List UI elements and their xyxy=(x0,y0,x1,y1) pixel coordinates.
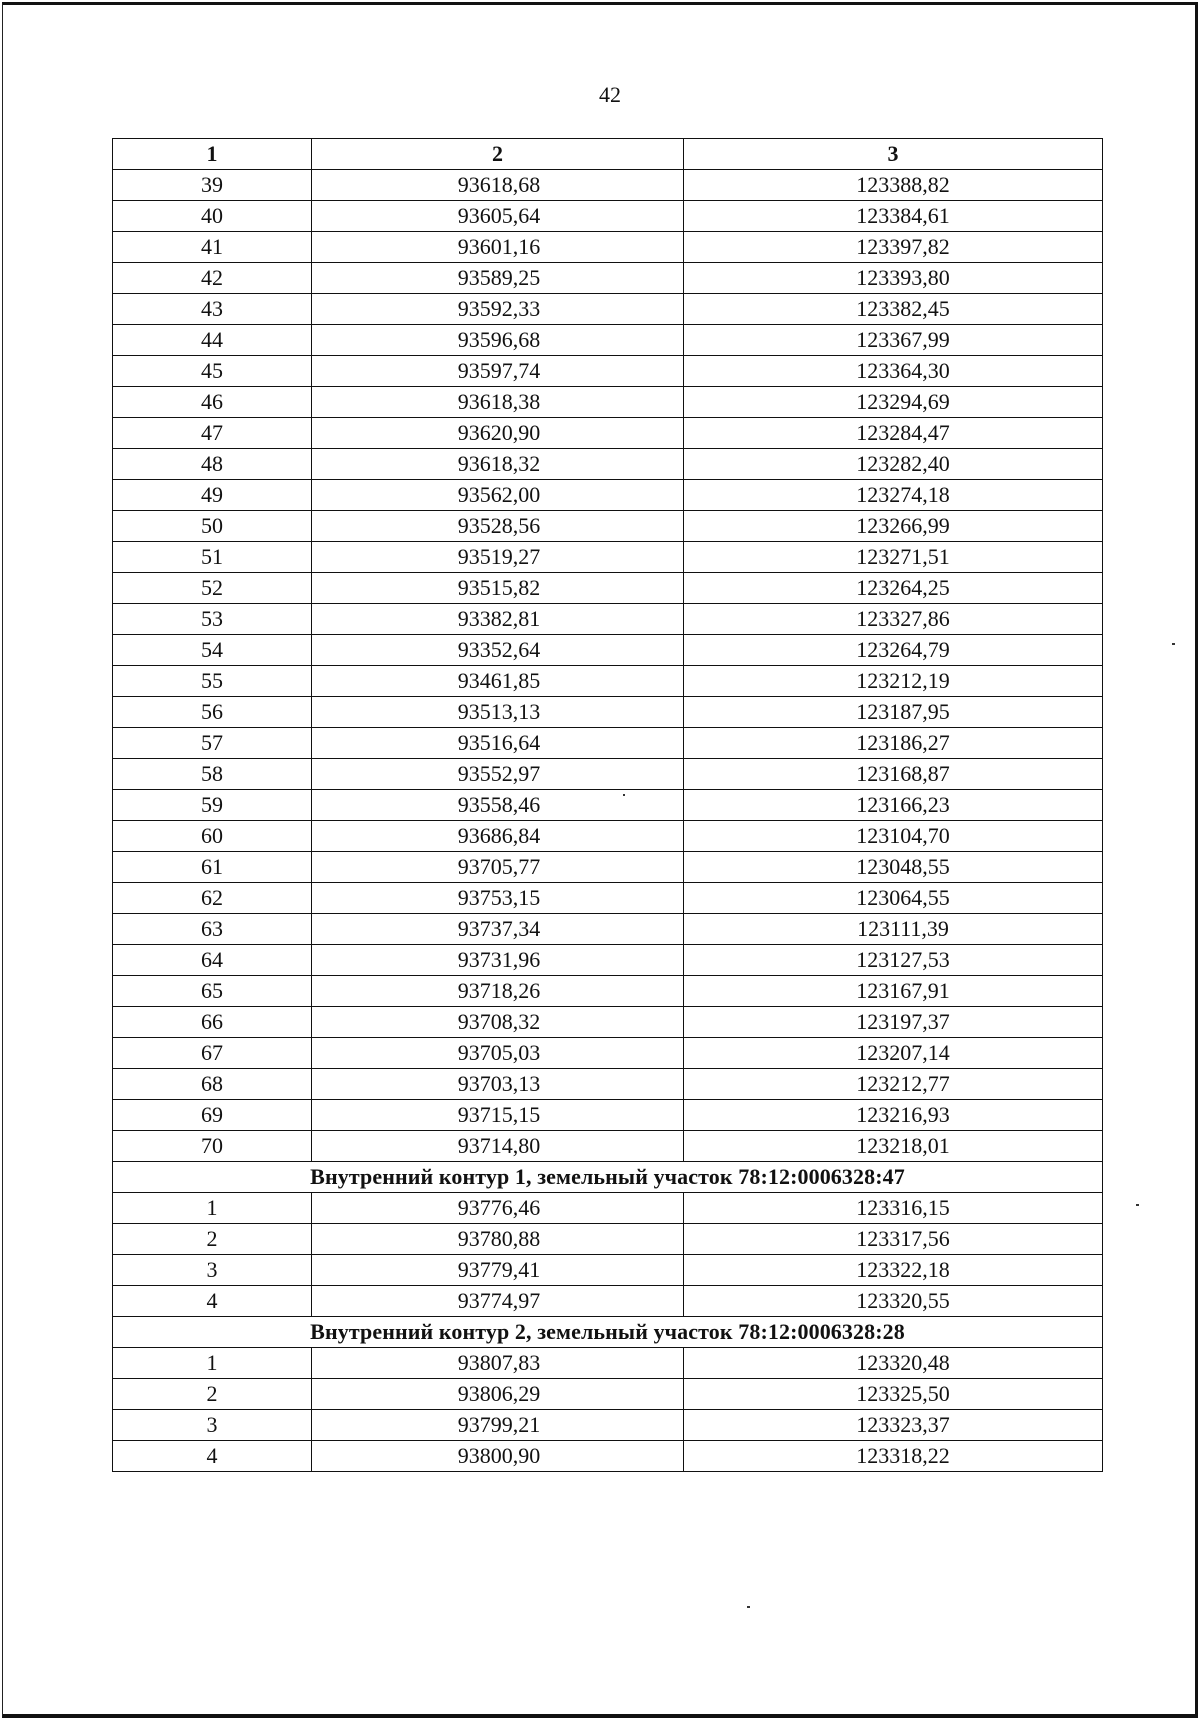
section-title: Внутренний контур 1, земельный участок 78:12:0006328:47 xyxy=(113,1162,1103,1193)
point-number-cell: 1 xyxy=(113,1348,312,1379)
section-title-row xyxy=(113,1162,1103,1193)
y-coordinate-cell: 123218,01 xyxy=(684,1131,1103,1162)
table-row xyxy=(113,914,1103,945)
section-title: Внутренний контур 2, земельный участок 78:12:0006328:28 xyxy=(113,1317,1103,1348)
table-row xyxy=(113,852,1103,883)
x-coordinate-cell: 93753,15 xyxy=(312,883,684,914)
x-coordinate-cell: 93737,34 xyxy=(312,914,684,945)
table-row xyxy=(113,604,1103,635)
y-coordinate-cell: 123327,86 xyxy=(684,604,1103,635)
y-coordinate-cell: 123384,61 xyxy=(684,201,1103,232)
table-row xyxy=(113,480,1103,511)
table-row xyxy=(113,170,1103,201)
y-coordinate-cell: 123166,23 xyxy=(684,790,1103,821)
x-coordinate-cell: 93731,96 xyxy=(312,945,684,976)
table-row xyxy=(113,418,1103,449)
table-row xyxy=(113,1348,1103,1379)
x-coordinate-cell: 93589,25 xyxy=(312,263,684,294)
point-number-cell: 2 xyxy=(113,1224,312,1255)
x-coordinate-cell: 93513,13 xyxy=(312,697,684,728)
x-coordinate-cell: 93618,38 xyxy=(312,387,684,418)
coordinates-table xyxy=(112,138,1103,1472)
y-coordinate-cell: 123323,37 xyxy=(684,1410,1103,1441)
y-coordinate-cell: 123111,39 xyxy=(684,914,1103,945)
x-coordinate-cell: 93618,32 xyxy=(312,449,684,480)
x-coordinate-cell: 93779,41 xyxy=(312,1255,684,1286)
table-row xyxy=(113,387,1103,418)
table-row xyxy=(113,573,1103,604)
y-coordinate-cell: 123318,22 xyxy=(684,1441,1103,1472)
point-number-cell: 56 xyxy=(113,697,312,728)
point-number-cell: 3 xyxy=(113,1255,312,1286)
x-coordinate-cell: 93774,97 xyxy=(312,1286,684,1317)
x-coordinate-cell: 93562,00 xyxy=(312,480,684,511)
y-coordinate-cell: 123294,69 xyxy=(684,387,1103,418)
point-number-cell: 63 xyxy=(113,914,312,945)
y-coordinate-cell: 123388,82 xyxy=(684,170,1103,201)
table-row xyxy=(113,1131,1103,1162)
table-row xyxy=(113,759,1103,790)
x-coordinate-cell: 93718,26 xyxy=(312,976,684,1007)
point-number-cell: 44 xyxy=(113,325,312,356)
point-number-cell: 41 xyxy=(113,232,312,263)
x-coordinate-cell: 93519,27 xyxy=(312,542,684,573)
point-number-cell: 64 xyxy=(113,945,312,976)
point-number-cell: 59 xyxy=(113,790,312,821)
table-row xyxy=(113,1100,1103,1131)
section-title-row xyxy=(113,1317,1103,1348)
x-coordinate-cell: 93705,77 xyxy=(312,852,684,883)
point-number-cell: 48 xyxy=(113,449,312,480)
table-row xyxy=(113,790,1103,821)
x-coordinate-cell: 93715,15 xyxy=(312,1100,684,1131)
y-coordinate-cell: 123320,55 xyxy=(684,1286,1103,1317)
point-number-cell: 62 xyxy=(113,883,312,914)
point-number-cell: 46 xyxy=(113,387,312,418)
x-coordinate-cell: 93552,97 xyxy=(312,759,684,790)
table-row xyxy=(113,697,1103,728)
y-coordinate-cell: 123271,51 xyxy=(684,542,1103,573)
point-number-cell: 61 xyxy=(113,852,312,883)
x-coordinate-cell: 93382,81 xyxy=(312,604,684,635)
column-header-y: 3 xyxy=(684,139,1103,170)
point-number-cell: 4 xyxy=(113,1441,312,1472)
x-coordinate-cell: 93620,90 xyxy=(312,418,684,449)
table-row xyxy=(113,511,1103,542)
point-number-cell: 53 xyxy=(113,604,312,635)
y-coordinate-cell: 123168,87 xyxy=(684,759,1103,790)
y-coordinate-cell: 123320,48 xyxy=(684,1348,1103,1379)
x-coordinate-cell: 93515,82 xyxy=(312,573,684,604)
table-row xyxy=(113,883,1103,914)
point-number-cell: 51 xyxy=(113,542,312,573)
y-coordinate-cell: 123127,53 xyxy=(684,945,1103,976)
table-row xyxy=(113,1007,1103,1038)
column-header-x: 2 xyxy=(312,139,684,170)
point-number-cell: 39 xyxy=(113,170,312,201)
point-number-cell: 45 xyxy=(113,356,312,387)
point-number-cell: 54 xyxy=(113,635,312,666)
y-coordinate-cell: 123266,99 xyxy=(684,511,1103,542)
table-row xyxy=(113,1193,1103,1224)
y-coordinate-cell: 123064,55 xyxy=(684,883,1103,914)
x-coordinate-cell: 93528,56 xyxy=(312,511,684,542)
x-coordinate-cell: 93558,46 xyxy=(312,790,684,821)
table-row xyxy=(113,1379,1103,1410)
y-coordinate-cell: 123216,93 xyxy=(684,1100,1103,1131)
scan-speck xyxy=(747,1606,750,1608)
scan-speck xyxy=(1172,643,1175,645)
table-row xyxy=(113,666,1103,697)
point-number-cell: 60 xyxy=(113,821,312,852)
table-row xyxy=(113,821,1103,852)
y-coordinate-cell: 123397,82 xyxy=(684,232,1103,263)
x-coordinate-cell: 93618,68 xyxy=(312,170,684,201)
table-row xyxy=(113,1069,1103,1100)
point-number-cell: 42 xyxy=(113,263,312,294)
y-coordinate-cell: 123382,45 xyxy=(684,294,1103,325)
x-coordinate-cell: 93352,64 xyxy=(312,635,684,666)
table-row xyxy=(113,1255,1103,1286)
table-row xyxy=(113,232,1103,263)
x-coordinate-cell: 93605,64 xyxy=(312,201,684,232)
point-number-cell: 1 xyxy=(113,1193,312,1224)
point-number-cell: 43 xyxy=(113,294,312,325)
y-coordinate-cell: 123282,40 xyxy=(684,449,1103,480)
y-coordinate-cell: 123212,19 xyxy=(684,666,1103,697)
table-row xyxy=(113,201,1103,232)
x-coordinate-cell: 93705,03 xyxy=(312,1038,684,1069)
x-coordinate-cell: 93596,68 xyxy=(312,325,684,356)
scan-speck xyxy=(1136,1204,1139,1206)
x-coordinate-cell: 93799,21 xyxy=(312,1410,684,1441)
y-coordinate-cell: 123186,27 xyxy=(684,728,1103,759)
y-coordinate-cell: 123264,79 xyxy=(684,635,1103,666)
y-coordinate-cell: 123317,56 xyxy=(684,1224,1103,1255)
point-number-cell: 40 xyxy=(113,201,312,232)
table-row xyxy=(113,1224,1103,1255)
column-header-point: 1 xyxy=(113,139,312,170)
point-number-cell: 58 xyxy=(113,759,312,790)
point-number-cell: 69 xyxy=(113,1100,312,1131)
x-coordinate-cell: 93597,74 xyxy=(312,356,684,387)
point-number-cell: 49 xyxy=(113,480,312,511)
point-number-cell: 68 xyxy=(113,1069,312,1100)
point-number-cell: 57 xyxy=(113,728,312,759)
y-coordinate-cell: 123325,50 xyxy=(684,1379,1103,1410)
y-coordinate-cell: 123274,18 xyxy=(684,480,1103,511)
y-coordinate-cell: 123284,47 xyxy=(684,418,1103,449)
page-number: 42 xyxy=(599,82,621,107)
y-coordinate-cell: 123104,70 xyxy=(684,821,1103,852)
y-coordinate-cell: 123212,77 xyxy=(684,1069,1103,1100)
point-number-cell: 52 xyxy=(113,573,312,604)
table-row xyxy=(113,263,1103,294)
table-row xyxy=(113,728,1103,759)
table-row xyxy=(113,1038,1103,1069)
x-coordinate-cell: 93708,32 xyxy=(312,1007,684,1038)
table-row xyxy=(113,1410,1103,1441)
table-body xyxy=(113,170,1103,1472)
table-row xyxy=(113,945,1103,976)
x-coordinate-cell: 93592,33 xyxy=(312,294,684,325)
point-number-cell: 3 xyxy=(113,1410,312,1441)
x-coordinate-cell: 93780,88 xyxy=(312,1224,684,1255)
x-coordinate-cell: 93601,16 xyxy=(312,232,684,263)
y-coordinate-cell: 123322,18 xyxy=(684,1255,1103,1286)
point-number-cell: 55 xyxy=(113,666,312,697)
y-coordinate-cell: 123167,91 xyxy=(684,976,1103,1007)
x-coordinate-cell: 93776,46 xyxy=(312,1193,684,1224)
y-coordinate-cell: 123316,15 xyxy=(684,1193,1103,1224)
scan-speck xyxy=(623,794,625,796)
point-number-cell: 66 xyxy=(113,1007,312,1038)
point-number-cell: 65 xyxy=(113,976,312,1007)
table-row xyxy=(113,325,1103,356)
x-coordinate-cell: 93714,80 xyxy=(312,1131,684,1162)
y-coordinate-cell: 123264,25 xyxy=(684,573,1103,604)
y-coordinate-cell: 123364,30 xyxy=(684,356,1103,387)
x-coordinate-cell: 93461,85 xyxy=(312,666,684,697)
y-coordinate-cell: 123207,14 xyxy=(684,1038,1103,1069)
point-number-cell: 2 xyxy=(113,1379,312,1410)
y-coordinate-cell: 123367,99 xyxy=(684,325,1103,356)
y-coordinate-cell: 123048,55 xyxy=(684,852,1103,883)
point-number-cell: 47 xyxy=(113,418,312,449)
x-coordinate-cell: 93516,64 xyxy=(312,728,684,759)
table-row xyxy=(113,542,1103,573)
table-row xyxy=(113,1286,1103,1317)
point-number-cell: 67 xyxy=(113,1038,312,1069)
point-number-cell: 50 xyxy=(113,511,312,542)
y-coordinate-cell: 123393,80 xyxy=(684,263,1103,294)
table-header-row xyxy=(113,139,1103,170)
x-coordinate-cell: 93800,90 xyxy=(312,1441,684,1472)
x-coordinate-cell: 93806,29 xyxy=(312,1379,684,1410)
x-coordinate-cell: 93807,83 xyxy=(312,1348,684,1379)
table-row xyxy=(113,976,1103,1007)
point-number-cell: 70 xyxy=(113,1131,312,1162)
x-coordinate-cell: 93703,13 xyxy=(312,1069,684,1100)
table-row xyxy=(113,1441,1103,1472)
table-row xyxy=(113,356,1103,387)
table-row xyxy=(113,294,1103,325)
table-row xyxy=(113,635,1103,666)
y-coordinate-cell: 123187,95 xyxy=(684,697,1103,728)
point-number-cell: 4 xyxy=(113,1286,312,1317)
x-coordinate-cell: 93686,84 xyxy=(312,821,684,852)
table-row xyxy=(113,449,1103,480)
y-coordinate-cell: 123197,37 xyxy=(684,1007,1103,1038)
